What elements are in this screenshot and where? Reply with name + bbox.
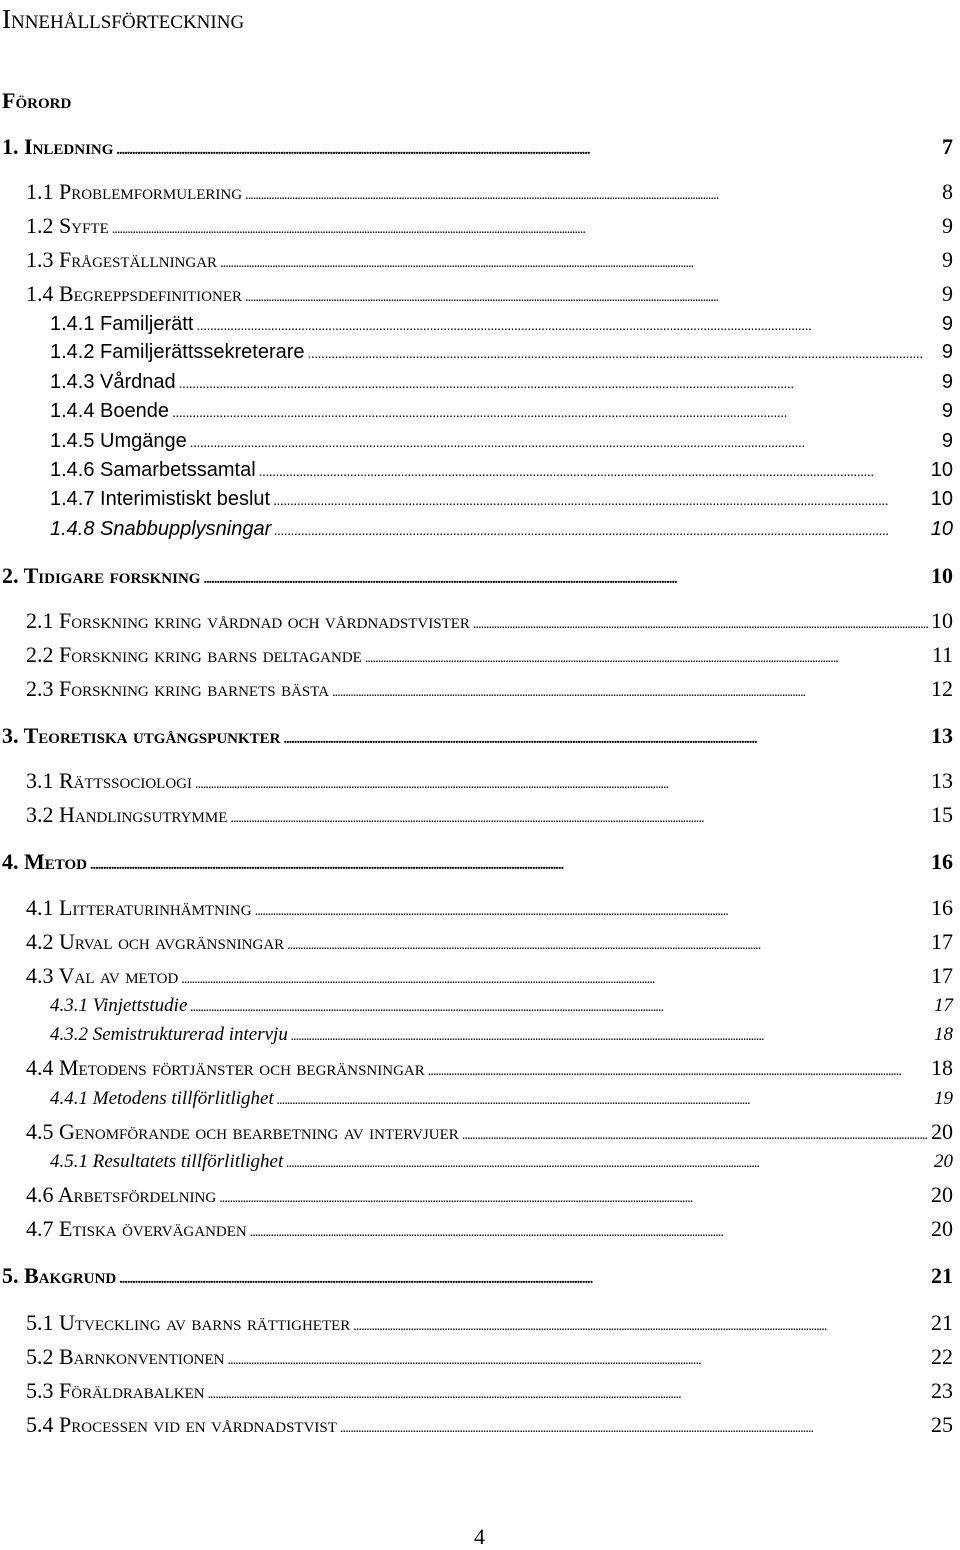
toc-entry[interactable]: 4. Metod . . . 16 [2, 849, 953, 875]
dot-leader [228, 1344, 929, 1370]
toc-entry[interactable]: 4.5.1 Resultatets tillförlitlighet . . . 20 [50, 1151, 953, 1173]
toc-entry[interactable]: 4.5 Genomförande och bearbetning av intervjuer . . . 20 [26, 1119, 953, 1145]
toc-entry[interactable]: 4.7 Etiska överväganden . . . 20 [26, 1216, 953, 1242]
dot-leader [277, 1088, 931, 1110]
toc-entry[interactable]: 5.3 Föräldrabalken . . . 23 [26, 1378, 953, 1404]
dot-leader [332, 676, 928, 702]
toc-entry[interactable]: 4.6 Arbetsfördelning . . . 20 [26, 1182, 953, 1208]
dot-leader [291, 1024, 931, 1046]
dot-leader [245, 281, 939, 307]
toc-entry[interactable]: 2.2 Forskning kring barns deltagande . . . 11 [26, 642, 953, 668]
dot-leader [245, 179, 939, 205]
dot-leader [308, 341, 939, 364]
dot-leader [190, 430, 939, 453]
dot-leader [208, 1378, 928, 1404]
toc-entry[interactable]: 1.3 Frågeställningar . . . 9 [26, 247, 953, 273]
toc-entry[interactable]: 1.1 Problemformulering . . . 8 [26, 179, 953, 205]
dot-leader [179, 371, 939, 394]
toc-entry[interactable]: 4.3 Val av metod . . . 17 [26, 963, 953, 989]
toc-entry[interactable]: 1.4.3 Vårdnad . . . 9 [50, 371, 953, 394]
dot-leader [196, 313, 938, 336]
dot-leader [462, 1119, 928, 1145]
dot-leader [203, 563, 928, 589]
toc-entry[interactable]: 5. Bakgrund . . . 21 [2, 1263, 953, 1289]
toc-entry[interactable]: 4.3.1 Vinjettstudie . . . 17 [50, 995, 953, 1017]
toc-entry[interactable]: 4.3.2 Semistrukturerad intervju . . . 18 [50, 1024, 953, 1046]
toc-entry[interactable]: 5.2 Barnkonventionen . . . 22 [26, 1344, 953, 1370]
toc-entry[interactable]: 1.4.4 Boende . . . 9 [50, 400, 953, 423]
toc-entry[interactable]: 4.4 Metodens förtjänster och begränsningar . . . 18 [26, 1055, 953, 1081]
toc-entry[interactable]: 1.4.5 Umgänge . . . 9 [50, 430, 953, 453]
dot-leader [119, 1263, 928, 1289]
dot-leader [90, 849, 928, 875]
toc-entry[interactable]: 3.1 Rättssociologi . . . 13 [26, 768, 953, 794]
toc-entry[interactable]: 2.3 Forskning kring barnets bästa . . . 12 [26, 676, 953, 702]
dot-leader [219, 1182, 928, 1208]
dot-leader [195, 768, 928, 794]
document-title: Innehållsförteckning [2, 4, 245, 34]
toc-entry[interactable]: 1.4.8 Snabbupplysningar . . . 10 [50, 518, 953, 541]
dot-leader [287, 929, 928, 955]
dot-leader [259, 459, 928, 482]
toc-entry[interactable]: 1.4 Begreppsdefinitioner . . . 9 [26, 281, 953, 307]
toc-entry[interactable]: 4.4.1 Metodens tillförlitlighet . . . 19 [50, 1088, 953, 1110]
dot-leader [428, 1055, 928, 1081]
dot-leader [190, 995, 931, 1017]
dot-leader [365, 642, 929, 668]
dot-leader [273, 488, 928, 511]
dot-leader [473, 608, 928, 634]
dot-leader [172, 400, 939, 423]
dot-leader [274, 518, 927, 541]
dot-leader [230, 802, 928, 828]
toc-entry[interactable]: 1.4.1 Familjerätt . . . 9 [50, 313, 953, 336]
toc-entry[interactable]: 1.4.7 Interimistiskt beslut . . . 10 [50, 488, 953, 511]
dot-leader [286, 1151, 931, 1173]
toc-entry[interactable]: 5.4 Processen vid en vårdnadstvist . . . 25 [26, 1412, 953, 1438]
dot-leader [284, 723, 929, 749]
dot-leader [220, 247, 939, 273]
dot-leader [255, 895, 928, 921]
toc-entry[interactable]: 1.4.6 Samarbetssamtal . . . 10 [50, 459, 953, 482]
dot-leader [116, 134, 939, 160]
toc-entry[interactable]: 1.4.2 Familjerättssekreterare . . . 9 [50, 341, 953, 364]
dot-leader [340, 1412, 928, 1438]
toc-entry[interactable]: 2.1 Forskning kring vårdnad och vårdnadstvister . . . 10 [26, 608, 953, 634]
dot-leader [353, 1310, 928, 1336]
dot-leader [181, 963, 928, 989]
toc-entry[interactable]: 2. Tidigare forskning . . . 10 [2, 563, 953, 589]
toc-entry[interactable]: 3. Teoretiska utgångspunkter . . . 13 [2, 723, 953, 749]
toc-entry[interactable]: 4.1 Litteraturinhämtning . . . 16 [26, 895, 953, 921]
toc-entry[interactable]: 5.1 Utveckling av barns rättigheter . . . 21 [26, 1310, 953, 1336]
dot-leader [112, 213, 939, 239]
toc-entry[interactable]: 3.2 Handlingsutrymme . . . 15 [26, 802, 953, 828]
toc-entry[interactable]: 1. Inledning . . . 7 [2, 134, 953, 160]
toc-entry-foreword[interactable]: Förord [2, 88, 72, 113]
toc-entry[interactable]: 4.2 Urval och avgränsningar . . . 17 [26, 929, 953, 955]
toc-entry[interactable]: 1.2 Syfte . . . 9 [26, 213, 953, 239]
dot-leader [250, 1216, 928, 1242]
page-number: 4 [474, 1524, 485, 1549]
